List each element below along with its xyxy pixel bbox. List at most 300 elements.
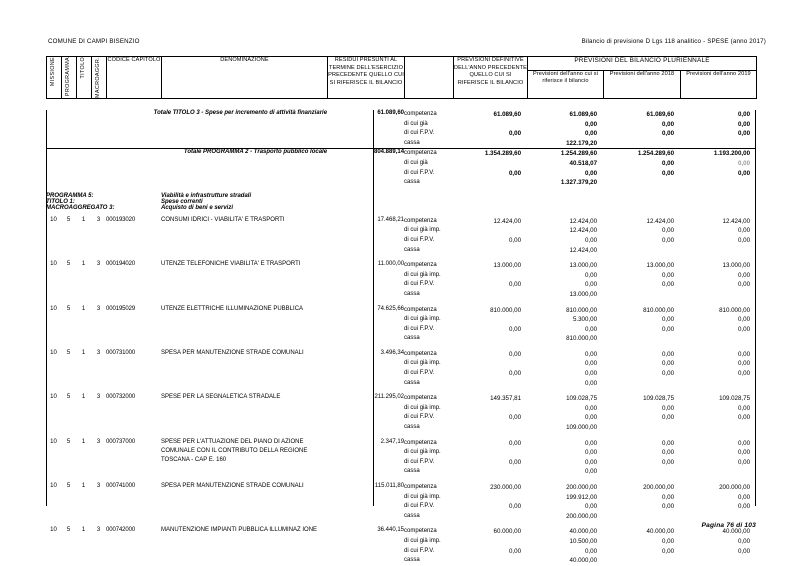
amount-value: 810.000,00: [490, 306, 522, 314]
amount-value: 0,00: [737, 281, 751, 289]
document-header-right: Bilancio di previsione D Lgs 118 analitico - SPESE (anno 2017): [581, 38, 766, 45]
cell-anno-corrente: [527, 344, 603, 388]
amount-label: cassa: [404, 512, 420, 519]
amount-value: [603, 423, 680, 433]
cell-denominazione: SPESA PER MANUTENZIONE STRADE COMUNALI: [161, 483, 304, 489]
amount-value: [453, 178, 527, 188]
cell-missione: 10: [50, 261, 57, 268]
cell-macroaggregato: 3: [96, 349, 101, 356]
amount-value: 109.028,75: [719, 395, 751, 403]
amount-value: 1.193.200,00: [713, 150, 751, 158]
amount-value: 109.028,75: [643, 395, 675, 403]
section-heading-row: [46, 188, 756, 199]
amount-value: 1.254.289,60: [637, 150, 675, 158]
amount-value: [453, 159, 527, 169]
amount-value: [680, 467, 756, 477]
amount-value: 200.000,00: [643, 484, 675, 491]
amount-value: 0,00: [661, 370, 675, 378]
col-header-missione: MISSIONE: [47, 57, 62, 99]
amount-value: 0,00: [661, 547, 675, 555]
cell-anno-corrente: [527, 521, 603, 565]
amount-value: 0,00: [584, 370, 598, 378]
cell-programma: 5: [66, 305, 71, 312]
amount-value: 0,00: [737, 130, 751, 138]
amount-label: di cui F.P.V.: [404, 325, 435, 332]
amount-value: 0,00: [661, 414, 675, 422]
amount-value: 1.254.289,60: [560, 150, 598, 158]
col-header-spacer: [405, 57, 454, 99]
amount-value: 40.518,07: [569, 159, 598, 167]
amount-value: [603, 178, 680, 188]
amount-label: di cui F.P.V.: [404, 169, 435, 176]
amount-value: 0,00: [508, 281, 522, 289]
amount-value: [453, 226, 527, 236]
amount-value: 10.500,00: [569, 537, 598, 545]
amount-value: [453, 359, 527, 369]
cell-macroaggregato: 3: [96, 305, 101, 312]
amount-value: 122.179,20: [566, 139, 598, 147]
amount-label: di cui già imp.: [404, 493, 441, 500]
amount-value: 0,00: [661, 227, 675, 235]
amount-value: 0,00: [661, 350, 675, 358]
cell-anno-2018: [603, 300, 680, 344]
section-value: Spese correnti: [161, 198, 203, 205]
amount-label: cassa: [404, 379, 420, 386]
cell-residui: 115.011,80: [374, 483, 405, 489]
amount-value: 13.000,00: [722, 262, 751, 270]
amount-value: 0,00: [508, 325, 522, 333]
amount-value: 12.424,00: [646, 217, 675, 225]
table-row[interactable]: [46, 433, 756, 477]
amount-value: 0,00: [584, 404, 598, 412]
cell-anno-corrente: [527, 300, 603, 344]
section-key: PROGRAMMA 5:: [46, 192, 94, 199]
amount-label: di cui F.P.V.: [404, 458, 435, 465]
amount-value: 0,00: [737, 350, 751, 358]
document-header-left: COMUNE DI CAMPI BISENZIO: [48, 38, 140, 45]
amount-value: 0,00: [584, 236, 598, 244]
cell-codice-capitolo: 000737000: [106, 438, 136, 445]
col-header-anno-corrente: Previsioni dell'anno cui si riferisce il bilancio: [528, 70, 604, 98]
cell-programma: 5: [66, 216, 71, 223]
amount-value: 200.000,00: [566, 484, 598, 491]
cell-missione: 10: [50, 438, 57, 445]
amount-label: di cui F.P.V.: [404, 370, 435, 377]
amount-value: 109.000,00: [566, 424, 598, 432]
amount-label: di cui F.P.V.: [404, 236, 435, 243]
amount-value: 0,00: [584, 414, 598, 422]
amount-value: 0,00: [737, 547, 751, 555]
amount-value: 0,00: [584, 360, 598, 368]
cell-anno-2018: [603, 521, 680, 565]
amount-value: 0,00: [737, 169, 751, 177]
section-value: Viabilità e infrastrutture stradali: [161, 192, 252, 199]
cell-previsioni-definitive: [453, 477, 527, 521]
amount-value: [453, 315, 527, 325]
cell-anno-2018: [603, 211, 680, 255]
amount-value: 0,00: [737, 449, 751, 457]
cell-titolo: 1: [81, 261, 86, 268]
amount-value: 60.000,00: [493, 528, 522, 536]
amount-value: 0,00: [661, 316, 675, 324]
amount-label: competenza: [404, 395, 437, 402]
amount-value: [453, 334, 527, 344]
amount-label: di cui già imp.: [404, 316, 441, 323]
amount-value: 61.089,60: [569, 111, 598, 118]
amount-value: 0,00: [661, 493, 675, 501]
amount-value: 0,00: [661, 159, 675, 167]
table-row[interactable]: [46, 255, 756, 299]
amount-label: di cui già imp.: [404, 360, 441, 367]
cell-denominazione: UTENZE TELEFONICHE VIABILITA' E TRASPORTI: [161, 261, 301, 268]
amount-label: di cui già imp.: [404, 271, 441, 278]
cell-residui: 11.000,00: [377, 261, 405, 268]
total-definitive: [453, 149, 527, 188]
amount-label: competenza: [404, 439, 437, 446]
amount-value: 12.424,00: [569, 246, 598, 254]
total-labels: [404, 110, 453, 149]
amount-label: di cui F.P.V.: [404, 503, 435, 510]
amount-label: di cui F.P.V.: [404, 414, 435, 421]
amount-value: 13.000,00: [646, 262, 675, 270]
amount-value: 61.089,60: [646, 111, 675, 118]
amount-label: cassa: [404, 424, 420, 431]
cell-titolo: 1: [81, 438, 86, 445]
cell-titolo: 1: [81, 483, 86, 489]
table-row[interactable]: [46, 477, 756, 521]
amount-value: 61.089,60: [493, 111, 522, 118]
cell-missione: 10: [50, 349, 57, 356]
amount-value: 0,00: [661, 236, 675, 244]
amount-value: 0,00: [661, 449, 675, 457]
amount-value: 200.000,00: [566, 512, 598, 520]
cell-previsioni-definitive: [453, 433, 527, 477]
amount-label: cassa: [404, 557, 420, 564]
amount-label: di cui già: [404, 120, 428, 127]
amount-label: cassa: [404, 468, 420, 475]
amount-value: [453, 404, 527, 414]
amount-value: 149.357,81: [490, 395, 522, 403]
amount-value: [680, 512, 756, 522]
amount-value: [603, 334, 680, 344]
amount-value: 0,00: [737, 439, 751, 447]
cell-anno-2019: [680, 433, 756, 477]
amount-label: cassa: [404, 335, 420, 342]
amount-value: 0,00: [737, 458, 751, 466]
table-row[interactable]: [46, 521, 756, 565]
cell-codice-capitolo: 000194020: [106, 261, 136, 268]
total-anno-2018: [603, 149, 680, 188]
amount-value: 0,00: [737, 271, 751, 279]
cell-codice-capitolo: 000742000: [106, 527, 136, 534]
cell-previsioni-definitive: [453, 300, 527, 344]
amount-value: 0,00: [584, 271, 598, 279]
amount-label: competenza: [404, 262, 437, 269]
cell-missione: 10: [50, 305, 57, 312]
cell-denominazione: SPESE PER L'ATTUAZIONE DEL PIANO DI AZIONE COMUNALE CON IL CONTRIBUTO DELLA REGIONE TOSCANA - CAP E. 160: [161, 438, 308, 463]
amount-value: 40.000,00: [569, 557, 598, 565]
amount-value: 0,00: [508, 350, 522, 358]
cell-missione: 10: [50, 483, 57, 489]
amount-value: [680, 246, 756, 256]
amount-value: 0,00: [508, 547, 522, 555]
amount-value: [603, 512, 680, 522]
amount-value: [453, 556, 527, 566]
amount-value: 40.000,00: [569, 528, 598, 536]
amount-value: 200.000,00: [719, 484, 751, 491]
cell-amount-labels: [404, 344, 453, 388]
total-anno-2019: [680, 149, 756, 188]
total-residui: 804.889,14: [327, 149, 404, 188]
amount-value: 12.424,00: [569, 217, 598, 225]
cell-amount-labels: [404, 211, 453, 255]
cell-macroaggregato: 3: [96, 527, 101, 534]
total-label: Totale PROGRAMMA 2 - Trasporto pubblico locale: [46, 149, 327, 188]
cell-macroaggregato: 3: [96, 216, 101, 223]
amount-label: competenza: [404, 217, 437, 224]
cell-previsioni-definitive: [453, 344, 527, 388]
amount-value: [453, 448, 527, 458]
amount-value: 0,00: [508, 503, 522, 511]
cell-amount-labels: [404, 433, 453, 477]
col-header-codice-capitolo: CODICE CAPITOLO: [107, 57, 162, 99]
cell-codice-capitolo: 000193020: [106, 216, 136, 223]
amount-value: [453, 493, 527, 503]
amount-value: 0,00: [508, 130, 522, 138]
amount-value: 199.912,00: [566, 493, 598, 501]
amount-label: competenza: [404, 111, 437, 117]
cell-denominazione: CONSUMI IDRICI - VIABILITA' E TRASPORTI: [161, 216, 285, 223]
amount-value: 0,00: [584, 350, 598, 358]
total-residui: 61.089,60: [377, 110, 405, 116]
amount-value: 0,00: [584, 439, 598, 447]
amount-value: [680, 334, 756, 344]
cell-anno-2018: [603, 433, 680, 477]
col-header-anno-2019: Previsioni dell'anno 2019: [686, 70, 751, 77]
amount-value: 0,00: [508, 414, 522, 422]
cell-amount-labels: [404, 521, 453, 565]
cell-amount-labels: [404, 255, 453, 299]
cell-amount-labels: [404, 477, 453, 521]
cell-missione: 10: [50, 394, 57, 401]
amount-value: [680, 139, 756, 149]
total-row: [46, 149, 756, 188]
table-row[interactable]: [46, 388, 756, 432]
amount-value: 0,00: [737, 360, 751, 368]
cell-anno-2018: [603, 388, 680, 432]
amount-label: di cui già: [404, 159, 428, 166]
amount-label: di cui F.P.V.: [404, 281, 435, 288]
amount-value: 0,00: [737, 493, 751, 501]
cell-residui: 211.295,02: [374, 394, 405, 401]
amount-value: 0,00: [661, 169, 675, 177]
cell-macroaggregato: 3: [96, 394, 101, 401]
cell-previsioni-definitive: [453, 211, 527, 255]
amount-value: [680, 178, 756, 188]
amount-value: 0,00: [737, 120, 751, 128]
col-header-programma: PROGRAMMA: [62, 57, 77, 99]
amount-value: 0,00: [661, 458, 675, 466]
cell-programma: 5: [66, 261, 71, 268]
amount-value: 0,00: [737, 404, 751, 412]
amount-value: 0,00: [508, 458, 522, 466]
section-value: Acquisto di beni e servizi: [161, 204, 234, 211]
cell-programma: 5: [66, 394, 71, 401]
cell-amount-labels: [404, 300, 453, 344]
cell-anno-2018: [603, 477, 680, 521]
amount-value: [680, 379, 756, 389]
cell-missione: 10: [50, 527, 57, 534]
amount-label: cassa: [404, 179, 420, 186]
amount-value: 0,00: [584, 547, 598, 555]
total-anno-corrente: [527, 110, 603, 149]
amount-value: 0,00: [737, 414, 751, 422]
amount-value: 12.424,00: [722, 217, 751, 225]
amount-value: 109.028,75: [566, 395, 598, 403]
amount-value: 0,00: [661, 120, 675, 128]
cell-residui: 2.347,19: [380, 438, 405, 445]
cell-denominazione: SPESA PER MANUTENZIONE STRADE COMUNALI: [161, 349, 304, 356]
cell-titolo: 1: [81, 394, 86, 401]
total-row: [46, 110, 756, 149]
amount-value: 810.000,00: [643, 306, 675, 314]
cell-titolo: 1: [81, 216, 86, 223]
amount-value: 0,00: [737, 316, 751, 324]
amount-value: [453, 271, 527, 281]
total-anno-2018: [603, 110, 680, 149]
cell-anno-corrente: [527, 211, 603, 255]
amount-label: cassa: [404, 290, 420, 297]
amount-value: [453, 423, 527, 433]
amount-value: [453, 139, 527, 149]
amount-value: 12.424,00: [493, 217, 522, 225]
cell-codice-capitolo: 000741000: [106, 483, 136, 489]
amount-value: 0,00: [508, 169, 522, 177]
col-header-previsioni-definitive: PREVISIONI DEFINITIVE DELL'ANNO PRECEDENTE QUELLO CUI SI RIFERISCE IL BILANCIO: [454, 57, 528, 99]
table-row[interactable]: [46, 211, 756, 255]
amount-value: 0,00: [737, 159, 751, 167]
cell-programma: 5: [66, 349, 71, 356]
cell-denominazione: UTENZE ELETTRICHE ILLUMINAZIONE PUBBLICA: [161, 305, 304, 312]
cell-anno-2019: [680, 388, 756, 432]
amount-value: [603, 139, 680, 149]
col-header-anno-2018: Previsioni dell'anno 2018: [604, 70, 681, 98]
col-header-denominazione: DENOMINAZIONE: [162, 57, 328, 99]
cell-residui: 17.468,21: [377, 216, 405, 223]
amount-value: [453, 467, 527, 477]
amount-value: [453, 246, 527, 256]
amount-value: [603, 246, 680, 256]
cell-previsioni-definitive: [453, 388, 527, 432]
amount-label: competenza: [404, 528, 437, 535]
amount-value: 0,00: [737, 503, 751, 511]
amount-value: 12.424,00: [569, 227, 598, 235]
amount-value: [603, 556, 680, 566]
table-header: [46, 56, 757, 99]
amount-value: 230.000,00: [490, 484, 522, 491]
col-header-pluriennale-group: PREVISIONI DEL BILANCIO PLURIENNALE: [528, 57, 757, 71]
total-labels: [404, 149, 453, 188]
page-footer: Pagina 76 di 103: [701, 522, 756, 529]
amount-value: 810.000,00: [566, 306, 598, 314]
cell-anno-2019: [680, 211, 756, 255]
cell-titolo: 1: [81, 305, 86, 312]
amount-value: [603, 290, 680, 300]
amount-value: 0,00: [508, 439, 522, 447]
amount-value: 13.000,00: [493, 262, 522, 270]
amount-label: competenza: [404, 150, 437, 157]
cell-previsioni-definitive: [453, 521, 527, 565]
amount-value: [453, 512, 527, 522]
cell-titolo: 1: [81, 527, 86, 534]
cell-anno-2019: [680, 477, 756, 521]
amount-label: di cui F.P.V.: [404, 547, 435, 554]
amount-value: 0,00: [508, 370, 522, 378]
amount-value: 0,00: [661, 537, 675, 545]
cell-residui: 36.440,15: [377, 527, 405, 534]
col-header-residui: RESIDUI PRESUNTI AL TERMINE DELL'ESERCIZIO PRECEDENTE QUELLO CUI SI RIFERISCE IL BILANCIO: [328, 57, 405, 99]
amount-label: competenza: [404, 350, 437, 357]
section-key: MACROAGGREGATO 3:: [46, 204, 115, 211]
amount-value: 0,00: [737, 325, 751, 333]
cell-previsioni-definitive: [453, 255, 527, 299]
amount-value: 0,00: [661, 439, 675, 447]
amount-value: 0,00: [737, 236, 751, 244]
table-row[interactable]: [46, 344, 756, 388]
amount-value: 810.000,00: [719, 306, 751, 314]
amount-value: 0,00: [584, 379, 598, 387]
amount-value: 0,00: [737, 537, 751, 545]
amount-value: 0,00: [584, 503, 598, 511]
amount-value: 0,00: [661, 325, 675, 333]
col-header-macroaggregato: MACROAGGR.: [92, 57, 107, 99]
amount-value: 0,00: [508, 236, 522, 244]
cell-residui: 3.496,34: [380, 349, 405, 356]
cell-anno-2018: [603, 255, 680, 299]
table-row[interactable]: [46, 300, 756, 344]
amount-label: di cui già imp.: [404, 404, 441, 411]
amount-value: 0,00: [661, 281, 675, 289]
cell-amount-labels: [404, 388, 453, 432]
amount-value: 1.354.289,60: [484, 150, 522, 158]
amount-value: 0,00: [584, 130, 598, 138]
cell-anno-2019: [680, 255, 756, 299]
amount-value: 0,00: [584, 325, 598, 333]
amount-value: [680, 556, 756, 566]
cell-programma: 5: [66, 438, 71, 445]
amount-value: 40.000,00: [722, 528, 751, 536]
amount-value: [453, 537, 527, 547]
cell-macroaggregato: 3: [96, 483, 101, 489]
amount-value: 0,00: [584, 468, 598, 476]
amount-label: competenza: [404, 484, 437, 490]
amount-value: 5.300,00: [572, 316, 598, 324]
amount-value: 0,00: [584, 458, 598, 466]
amount-value: 13.000,00: [569, 290, 598, 298]
rows-table: [46, 110, 756, 566]
amount-value: 0,00: [661, 404, 675, 412]
cell-anno-corrente: [527, 433, 603, 477]
cell-denominazione: MANUTENZIONE IMPIANTI PUBBLICA ILLUMINAZ IONE: [161, 527, 318, 534]
cell-macroaggregato: 3: [96, 261, 101, 268]
amount-label: cassa: [404, 139, 420, 146]
cell-programma: 5: [66, 483, 71, 489]
cell-anno-2019: [680, 300, 756, 344]
amount-value: 40.000,00: [646, 528, 675, 536]
cell-anno-2019: [680, 344, 756, 388]
amount-value: 13.000,00: [569, 262, 598, 270]
cell-titolo: 1: [81, 349, 86, 356]
